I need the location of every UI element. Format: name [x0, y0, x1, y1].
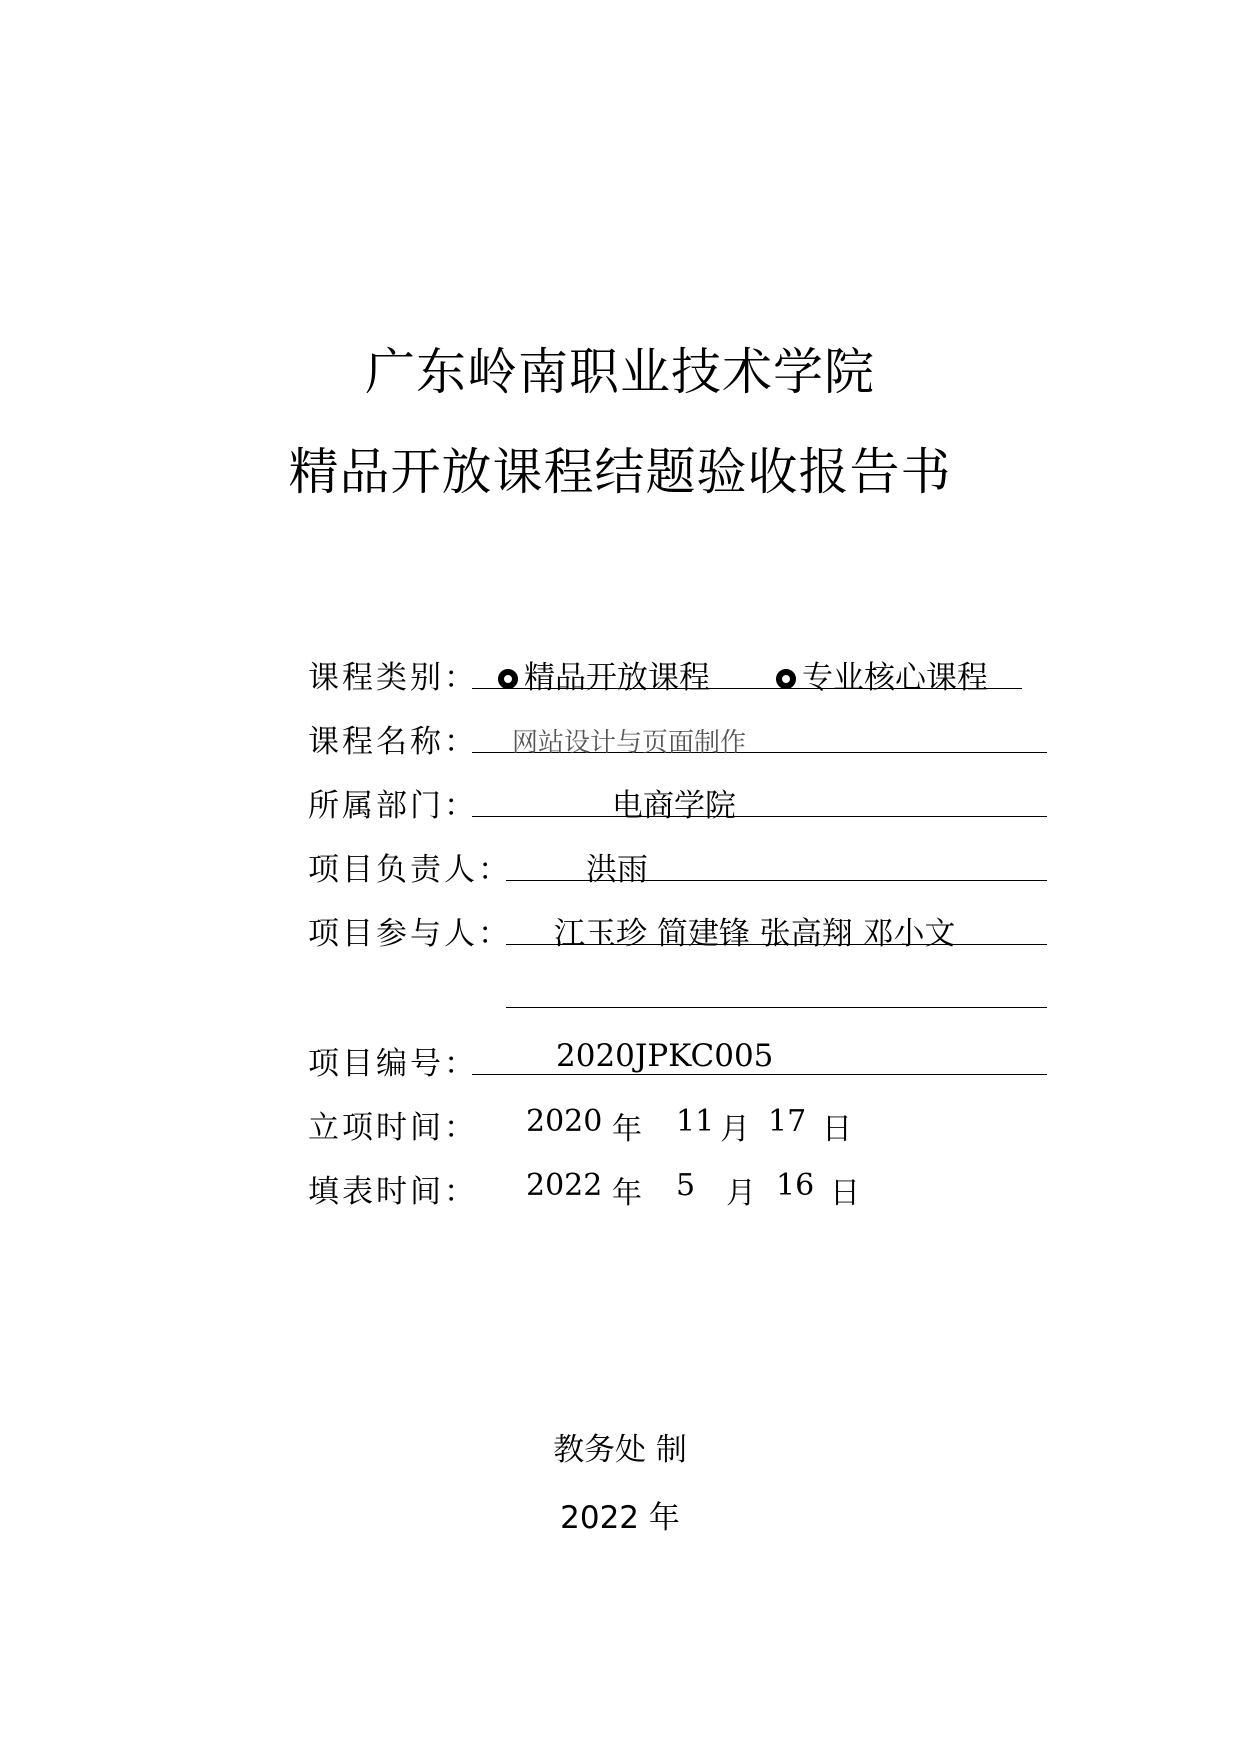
project-no-value: 2020JPKC005: [556, 1038, 774, 1074]
start-month: 11: [676, 1104, 715, 1139]
participants-label: 项目参与人：: [308, 916, 512, 952]
fill-date-label: 填表时间：: [308, 1174, 478, 1210]
fill-year-unit: 年: [612, 1176, 642, 1211]
course-name-value: 网站设计与页面制作: [512, 728, 747, 758]
start-year: 2020: [526, 1104, 603, 1139]
institution-title: 广东岭南职业技术学院: [365, 343, 875, 401]
department-underline: [472, 816, 1047, 817]
course-category-option-2[interactable]: [776, 652, 988, 697]
start-day: 17: [768, 1104, 807, 1139]
course-name-label: 课程名称：: [308, 724, 478, 760]
footer-year: 2022 年: [560, 1500, 680, 1536]
start-date-label: 立项时间：: [308, 1110, 478, 1146]
department-label: 所属部门：: [308, 788, 478, 824]
start-year-unit: 年: [612, 1112, 642, 1147]
fill-day: 16: [776, 1168, 815, 1203]
participants-extra-underline: [506, 1007, 1047, 1008]
fill-year: 2022: [526, 1168, 603, 1203]
course-category-option-1[interactable]: [498, 652, 710, 697]
course-category-label: 课程类别：: [308, 660, 478, 696]
issuer-text: 教务处 制: [553, 1432, 687, 1468]
fill-day-unit: 日: [830, 1176, 860, 1211]
fill-month: 5: [676, 1168, 696, 1203]
project-no-label: 项目编号：: [308, 1046, 478, 1082]
start-day-unit: 日: [822, 1112, 852, 1147]
fill-month-unit: 月: [726, 1176, 756, 1211]
leader-value: 洪雨: [586, 852, 648, 888]
radio-selected-icon: [498, 669, 518, 689]
start-month-unit: 月: [720, 1112, 750, 1147]
participants-value: 江玉珍 简建锋 张高翔 邓小文: [554, 916, 956, 952]
project-no-underline: [472, 1074, 1047, 1075]
department-value: 电商学院: [612, 788, 736, 824]
leader-label: 项目负责人：: [308, 852, 512, 888]
option-2-label: 专业核心课程: [802, 660, 988, 696]
report-title: 精品开放课程结题验收报告书: [288, 443, 952, 501]
radio-selected-icon: [776, 669, 796, 689]
option-1-label: 精品开放课程: [524, 660, 710, 696]
